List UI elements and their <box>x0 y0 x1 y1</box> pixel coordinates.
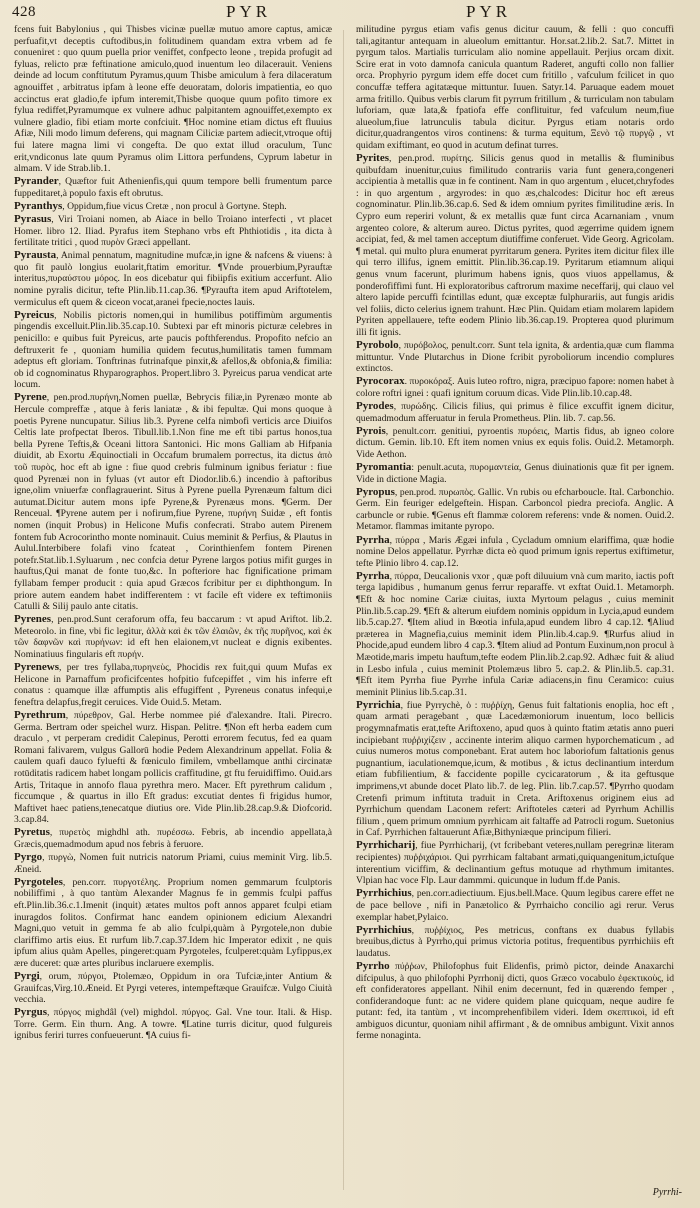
entry-text: , πύρρα, Deucalionis vxor , quæ poft diluuium vnà cum marito, iactis poft terga lapidibus , humanum genus ferrur reparaffe. vt exftat Ouid.1. Metamorph. ¶Eft & hoc nomine Cariæ ciuitas, iuxta Myrtoum pelagus , cuius meminit Plin.lib.5.cap.29. ¶Eft & alterum eiufdem nominis oppidum in Lycia,apud eundem lib.5.cap.27. ¶Item aliud in Bœotia infula,apud eundem libro 4 cap.12. ¶Aliud præterea in Magnefia,cuius meminit idem Plin.lib.4.cap.9. ¶Rurfus aliud in Phocide,apud eundem libro 4 cap.3. ¶Item aliud ad Pontum Euxinum,non procul à Mæotide,maris impetu hauftum,tefte eodem Plin.lib.2.cap.92. Adhæc fuit & aliud in Lesbo infula , cuius meminit Ptolemæus libro 5. cap.2. & Plin.lib.5. cap.31. ¶Eft item Pyrrha fiue Pyrrhe infula Cariæ adiacens,in finu Ceramico: cuius meminit Plinius lib.5.cap.31. <box>356 570 674 698</box>
dictionary-entry <box>14 614 332 660</box>
entry-headword: Pyreicus <box>14 308 55 321</box>
dictionary-entry <box>14 1007 332 1042</box>
entry-headword: Pyrausta <box>14 249 57 262</box>
entry-text: πύῤῥων, Philofophus fuit Elidenfis, primò pictor, deinde Anaxarchi difcipulus, à quo philofophi Pyrrhonij dicti, quos Græco vocabulo ἐφεκτικοὺς, id eft confideratores appellant. Nihil enim decernunt, fed in quærendo femper , confiderandoque funt: ac ne videre quidem plane quicquam, neque audire fe putant: fed, ita tantùm , vt incomprehenfibilem videri. Idem σκεπτικοὶ, id eft ambiguos dicuntur, quoniam nihil affirmant , & de omnibus ambigunt. Vixit annos ferme nonaginta. <box>356 960 674 1042</box>
left-column <box>14 24 332 1044</box>
dictionary-entry <box>356 925 674 960</box>
dictionary-entry <box>14 852 332 875</box>
entry-headword: Pyrodes <box>356 400 394 412</box>
running-head-right: PYR <box>466 2 512 21</box>
entry-headword: Pyrasus <box>14 213 52 225</box>
entry-text: , per tres fyllaba,πυρηνεὺς, Phocidis rex fuit,qui quum Mufas ex Helicone in Parnaffum proficifcentes hofpitio fufcepiffet , vim his inferre eft conatus : quamque illæ affumptis alis effugiffent , Pyreneus conatus infequi,e feneftra delapfus,fregit ceruices. Vide Ouid.5. Metam. <box>14 662 332 708</box>
entry-text: , πύρεθρον, Gal. Herbe nommee pié d'alexandre. Itali. Pirecro. Germa. Bertram oder speichel wurz. Hispan. Pelitre. ¶Non eft herba eadem cum draculo , vt perperam credidit Calepinus, Perotti errorem fecutus, fed ea quam Romani falivarem, vulgus Gallorū hodie Pedem Alexandrinum appellat. Folia & caulem quafi dauco fyluefti & fœniculo fimilem, vmbellamque anthi circinatæ rotūditatis radicem habet longam pollicis craffitudine, gt ftu feruidiffimo. Ouid.ars Artis, Tritaque in annofo flaua pyrethra mero. Macer. Eft pyrethrum calidum , ficcumque , & quartus in illo Eft gradus: excutiat dentes fi frigidus humor, Maftivet haec patiens,tenecatque diutius ore. Vide Plin.lib.28.cap.9.& Diofcorid. 3.cap.84. <box>14 709 332 826</box>
entry-text: , pen.prod. πυρίτης. Silicis genus quod in metallis & fluminibus quibufdam inuenitur,cuius fimilitudo contrariis varia funt genera,congeneri accipientia à metallis quæ in fe continent. Nam in quo argentum , elucet,chryfodes : in quo argentum , argyrodes: in quo æs,chalcodes: Dicitur hoc eft æreus cognominatur. Plin.lib.36.cap.6. Sed & idem omnium pyrites fimilitudine æris. In Cypro eum reperiri volunt, & ex metallis quæ funt circa Acarnaniam , vnum argenteo colore, & alterum aureo. Dictus pyrites, quod ægerrime quidem ignem accipiat, fed, & mel tamen acceptum diutiffime conferuet. Vide Georg. Agricolam. ¶ metal. qui multo plura enumerat pyrritarum genera. Pyrites item dicitur filex ille qui terro illifus, ignem emittit. Plin.lib.36.cap.19. Pyritarum etiamnum aliqui genus vnum facerunt, plurimum habens ignis, quos viuos appellamus, & ponderofiffimi funt. Hi exploratoribus caftrorum maxime neceffarij, qui clauo vel altero lapide percuffi fcintillas edunt, quæ exceptæ fulphurariis, aut fungis aridis vel foliis, dicto celerius ignem trahunt. Hæc Plin. Quidam etiam molarem lapidem Pyriten appellauere, tefte eodem Plinio lib.36.cap.19. Propterea quod plurimum illi fit ignis. <box>356 153 674 338</box>
entry-headword: Pyrgoteles <box>14 875 63 888</box>
entry-text: fcens fuit Babylonius , qui Thisbes vicinæ puellæ mutuo amore captus, amicæ perfuafit,vt deceptis cuftodibus,in folitudinem quandam extra vrbem ad fe conueniret : quo quum puella prior veniffet, confpecto leone , trepida profugit ad fyluas, relicto præ feftinatione amiculo,quod inuentum leo dilacerauit. Veniens deinde ad locum conftitutum Pyramus,quum Thisbe amiculum à fera dilaceratum agnouiffet , arbitratus ipfam à leone effe deuoratam, doloris impatientia, eo quo accinctus erat gladio,fe ipfum interemit,Thisbe quoque quum pofito timore ex fylua rediffet,Pyramumque ex vulnere adhuc palpitantem agnouiffet,exempto ex vulnere gladio, fibi etiam morte confciuit. ¶Hoc nomine etiam dictus eft fluuius Afiæ, Nili modo limum deferens, qui magnam Ciliciæ partem adiecit,vtroque oftij fui latere magna limi vi congefta. De quo extat illud oraculum, Tunc erit,vndiconus late quum Pyramus olim Littora perfundens, Cyprum labetur in almam. V ide Strab.lib.1. <box>14 24 332 175</box>
entry-headword: Pyrrha <box>356 569 390 582</box>
dictionary-entry <box>356 24 674 152</box>
entry-headword: Pyrrha <box>356 533 390 546</box>
entry-headword: Pyrois <box>356 424 386 437</box>
dictionary-entry <box>356 535 674 570</box>
entry-headword: Pyrocorax <box>356 375 405 388</box>
dictionary-entry <box>356 700 674 839</box>
entry-headword: Pyrenews <box>14 661 60 674</box>
dictionary-entry <box>14 662 332 708</box>
entry-headword: Pyrethrum <box>14 708 66 721</box>
entry-headword: Pyrgo <box>14 851 43 864</box>
dictionary-entry <box>356 340 674 375</box>
entry-headword: Pyrenes <box>14 613 52 626</box>
entry-headword: Pyrrhicharij <box>356 839 416 852</box>
dictionary-entry <box>356 840 674 886</box>
dictionary-entry <box>14 24 332 175</box>
entry-text: , πύργος mighdâl (vel) mighdol. πύργος. Gal. Vne tour. Itali. & Hisp. Torre. Germ. Ein thurn. Ang. A towre. ¶Latine turris dicitur, quod fulgureis ignibus feriri turres confueuerunt. ¶A cuius fi- <box>14 1007 332 1042</box>
dictionary-entry <box>14 176 332 199</box>
entry-text: , pen.prod.πυρήνη,Nomen puellæ, Bebrycis filiæ,in Pyrenæo monte ab Hercule compreffæ , atque à feris laniatæ , & ibi fepultæ. Qui mons quoque à poetis Pyrene nuncupatur. Silius lib.3. Pyrene celfa nimbofi verticis arce Diuifos Celtis late profpectat Iberos. Tibull.lib.1.Non fine me eft tibi partus honos,tua bella Pyrene Teftis,& Oceani littora Santonici. Hic mons Galliam ab Hifpania diuidit, ab Exortu Æquinoctiali in Occafum brumalem porrectus, ita dictus ἀπὸ τοῦ πυρὸς, hoc eft ab igne : fiue quod crebris fulminum ignibus feriatur : fiue quod Pyrenæi non in fyluas (vt autor eft Diodor.lib.6.) incendio à paftoribus igne,olim vniuerfæ conflagrauerint. Situs à Pyrene puella Pyrenæum faltum dici autumat.Dicitur autem mons ipfe Pyrene,& Pyrenæus mons. ¶Germ. Der Renceual. ¶Pyrene autem per i nofirum,fiue Pyrene, πυρήνη Suidæ , eft fontis nomen (inquit Probus) in Helicone Mufis confecrati. Strabo autem Pirenem fontem fub Acrocorintho monte nominauit. Cuius meminit & Perfius, & Plautus in Aulul.Interbibere folafi vino fcateat , Corinthienfem fontem Pirenen potefr.Stat.lib.1.Syluarum , nec confcia detur Pyrene largos potius mifit gurges in hauftus,Qui manat de fonte tuo,&c. In pofteriore hac fignificatione primam fyllabam femper producit : quia apud Græcos fcribitur per ει diphthongum. In priore autem eandem habet indifferentem : vt facile eft videre ex teftimoniis Catulli & Silij paulo ante citatis. <box>14 392 332 613</box>
dictionary-entry <box>14 877 332 970</box>
entry-headword: Pyranthys <box>14 199 63 212</box>
entry-text: , Quæftor fuit Athenienfis,qui quum tempore belli frumentum parce fuppeditaret,à populo faxis eft obrutus. <box>14 176 332 199</box>
right-column <box>356 24 674 1044</box>
dictionary-entry <box>356 462 674 485</box>
entry-text: , πυρετὸς mighdhl ath. πυρέσσω. Febris, ab incendio appellata,à Græcis,quemadmodum apud nos febris à feruore. <box>14 827 332 850</box>
dictionary-entry <box>356 153 674 339</box>
entry-text: , pen.corr. πυργοτέλης. Proprium nomen gemmarum fculptoris nobiliffimi , à quo tantùm Alexander Magnus fe in gemmis fculpi paffus eft.Plin.lib.36.c.1.Imenit (inquit) ætates multos poft annos apparet fculpi etiam inuragdos folitos. Confirmat hanc eandem opinionem edicium Alexandri Magni,quo vetuit in gemma fe ab alio fculpi,quàm à Pyrgotele,non dubie clariffimo artis eius. Et rurfum lib.7.cap.37.Idem hic Imperator edixit , ne quis ipfum alius quàm Apelles, pingeret:quam Pyrgoteles, fculperet:quàm Lyfippus,ex ære duceret: quæ artes pluribus inclaruere exemplis. <box>14 876 332 969</box>
dictionary-entry <box>356 401 674 424</box>
entry-text: , Animal pennatum, magnitudine mufcæ,in igne & nafcens & viuens: à quo fit paulò longius euolarit,ftatim emoritur. ¶Vnde prouerbium,Pyrauftæ interitus,πυραύστου μόρος. In eos dicebatur qui fibiipfis exitium accerfunt. Alio nomine pyralis dicitur, tefte Plin.lib.11.cap.36. ¶Pyraufta item apud Ariftotelem, vermiculus eft quem & ciceon vocat,aranei fpecie,noctes lauis. <box>14 250 332 308</box>
dictionary-entry <box>14 971 332 1006</box>
dictionary-entry <box>14 201 332 213</box>
entry-text: , πυρόβολος, penult.corr. Sunt tela ignita, & ardentia,quæ cum flamma mittuntur. Vnde Plutarchus in Dione fcribit pyroboliorum incendio complures extinctos. <box>356 340 674 375</box>
dictionary-entry <box>356 376 674 399</box>
dictionary-entry <box>14 710 332 826</box>
entry-text: , Oppidum,fiue vicus Cretæ , non procul à Gortyne. Steph. <box>62 200 287 212</box>
entry-headword: Pyrites <box>356 152 389 165</box>
entry-text: , πυργὼ, Nomen fuit nutricis natorum Priami, cuius meminit Virg. lib.5. Æneid. <box>14 852 332 875</box>
column-divider <box>343 30 344 1190</box>
dictionary-entry <box>356 426 674 461</box>
entry-headword: Pyropus <box>356 485 395 498</box>
dictionary-entry <box>356 961 674 1042</box>
entry-headword: Pyrrho <box>356 959 390 972</box>
dictionary-entry <box>14 250 332 308</box>
entry-text: , pen.prod.Sunt ceraforum offa, feu baccarum : vt apud Ariftot. lib.2. Meteorolo. in fine, vbi fic legitur, ἀλλὰ καὶ ἐκ τῶν ἐλαιῶν, ἐκ τῆς πυρῆνος, καὶ ἐκ τῶν δαφνῶν καὶ πυρήνων: id eft hen elaionem,vt nucleat e dignis exibentes. Nominatiuus fingularis eft πυρήν. <box>14 614 332 660</box>
dictionary-entry <box>356 571 674 699</box>
entry-headword: Pyrobolo <box>356 339 399 352</box>
page-header <box>0 2 700 22</box>
entry-text: , πυρώδης. Cilicis filius, qui primus è filice excuffit ignem dicitur, quemadmodum afferuatur in ferula Prometheus. Plin. lib. 7. cap.56. <box>356 401 674 424</box>
entry-text: : penult.acuta, πυρομαντεία, Genus diuinationis quæ fit per ignem. Vide in dictione Magia. <box>356 461 674 485</box>
entry-headword: Pyromantia <box>356 460 412 473</box>
entry-text: . πυροκόραξ. Auis luteo roftro, nigra, præcipuo fapore: nomen habet à colore roftri ignei : quafi ignitum coruum dicas. Vide Plin.lib.10.cap.48. <box>356 376 674 399</box>
entry-headword: Pyrander <box>14 175 59 188</box>
dictionary-entry <box>356 888 674 923</box>
dictionary-entry <box>14 827 332 850</box>
entry-headword: Pyrgi <box>14 970 40 982</box>
page-number: 428 <box>12 4 36 20</box>
catchword: Pyrrhi- <box>652 1187 682 1198</box>
entry-text: , orum, πύργοι, Ptolemæo, Oppidum in ora Tufciæ,inter Antium & Grauifcas,Virg.10.Æneid. Et Pyrgi veteres, intempeftæque Grauifcæ. Vulgo Ciuità vecchia. <box>14 971 332 1006</box>
entry-headword: Pyrrichia <box>356 698 401 711</box>
entry-headword: Pyrrhichius <box>356 887 412 900</box>
entry-text: , pen.corr.adiectiuum. Ejus.bell.Mace. Quum legibus carere effet ne de pace bellove , nifi in Panætolico & Pyrrhaicho concilio agi rerur. Verus exemplar habet,Pylaico. <box>356 888 674 923</box>
entry-text: , πύρρα , Maris Ægæi infula , Cycladum omnium elariffima, quæ hodie nomine Delos appellatur. Pyrrhæ dicta eò quod primum ignis repertus exiftimetur, tefte Plinio libro 4. cap.12. <box>356 534 674 569</box>
dictionary-entry <box>14 214 332 249</box>
entry-headword: Pyrrhichius <box>356 923 412 936</box>
dictionary-entry <box>356 487 674 533</box>
dictionary-entry <box>14 392 332 612</box>
running-head-left: PYR <box>226 2 272 21</box>
entry-headword: Pyrene <box>14 391 47 404</box>
dictionary-entry <box>14 310 332 391</box>
entry-text: , πυῤῥίχιος, Pes metricus, conftans ex duabus fyllabis breuibus,dictus à Pyrrho,qui primus victoria potitus, frequentibus pyrrhichiis eft laudatus. <box>356 924 674 959</box>
entry-text: , penult.corr. genitiui, pyroentis πυρόεις, Martis fidus, ab igneo colore dictum. Gemin. lib.10. Eft item nomen vnius ex equis folis. Ouid.2. Metamorph. Vide Aethon. <box>356 425 674 460</box>
entry-text: , fiue Pyrrhicharij, (vt fcribebant veteres,nullam peregrinæ literam recipientes) πυῤῥιχάριοι. Qui pyrrhicam faltabant armati,quiquangenitum,ictuſque interentium viciffim, & declinantium geftus motuque ad rhythmum imitantes. Vlpian hac voce Flp. Laur dammmi. quicunque in ludum ff.de Panis. <box>356 840 674 887</box>
entry-text: , pen.prod. πυρωπὸς. Gallic. Vn rubis ou efcharboucle. Ital. Carbonchio. Germ. Ein feuriger edelgeftein. Hispan. Carboncol piedra preciofa. Anglic. A carbuncle or rubie. ¶Genus eft flammæ colorem referens: vnde & nomen. Ouid.2. Metamor. flammas imitante pyropo. <box>356 486 674 533</box>
entry-headword: Pyretus <box>14 826 50 839</box>
entry-text: , fiue Pyrrychè, ὁ : πυῤῥίχη, Genus fuit faltationis enoplia, hoc eft , quam armati peragebant , quæ Lacedæmoniorum inuentum, loco bellicis progymnafmatis erat,tefte Ariftoxeno, apud quos à quinto ftatim ætatis anno pueri incipiebant πυῤῥιχίζειν , accinente interim aliquo carmen hyporchematicum , ad cuius numeros motus componebant. Erat autem hoc laboriofum faltationis genus pugnantium, iaculationemque,icum, & motibus , & ictus declinantium interdum etiam fubfilientium, & faccidente popille cycicaratorum , & ita geftusque imprimens,vt abunde docet Plato lib.7. de leg. Plin. lib.7.cap.57. ¶Pyrrho quodam Cretenfi primum inftituta traduit in Creta. Ariftoxenus originem eius ad Pyrrhichum quendam Laconem refert: Ariftoteles cæteri ad Pyrrhum Achillis filium , quem primum omnium pyrrhicam ait faltaffe ad Patrocli rogum. Suetonius in Caf. Pyrrhichen faltauerunt Afiæ,Bithyniæque principum filieri. <box>356 699 674 839</box>
entry-headword: Pyrgus <box>14 1006 47 1019</box>
entry-text: , Nobilis pictoris nomen,qui in humilibus potiffimùm argumentis pingendis excelluit.Plin.lib.35.cap.10. Subtexi par eft minoris picturæ celebres in penicillo: e quibus fuit Pyreicus, arte paucis pofthferendus. Propofito nefcio an deftruxerit fe , quoniam humilia quidem fecutus,humilitatis tamen fummam adeptus eft gloriam. Tonftrinas futrinafque pinxit,& afellos,& obfonia,& fimilia: ob id cognominatus Rhyparographos. Propert.libro 3. Pyreicus parua vendicat arte locum. <box>14 309 332 391</box>
entry-text: , Viri Troiani nomen, ab Aiace in bello Troiano interfecti , vt placet Homer. libro 12. Iliad. Pyrafus item Stephano vrbs eft Phthiotidis , ita dicta à fertilitate tritici , quod πυρὸν Græci appellant. <box>14 214 332 249</box>
entry-text: militudine pyrgus etiam vafis genus dicitur cauum, & felli : quo concuffi tali,agitantur antequam in alueolum emittantur. Hor.sat.2.lib.2. Sat.7. Mittet in pyrgum talos. Martialis turriculam alio nomine appellauit. Perjius orcam dixit. Scire erat in voto damnofa canicula quantum Raderet, angufti collo non fallier orca. Prophyrio pyrgum idem effe docet cum fritillo , vafculum fcilicet in quo concuffæ teffera agitatæque mittuntur. Iuuen. Satyr.14. Paruaque eadem mouet arma fritillo. Quibus verbis clarum fit pyrrum fritillum , & turriculam non tabulam luforiam, quæ lata,& fpatiofa effe conflituitur, fed vafculum neum,fiue alueolum,fiue latrunculis tabula dicitur. Pyrgus etiam notaris ordo dicitur,quadrangentos viros continens: & turma equitum, Ξενὸ τῷ πυργῷ , vt quidam exiftimant, eo quod in acutum definat turres. <box>356 24 674 151</box>
